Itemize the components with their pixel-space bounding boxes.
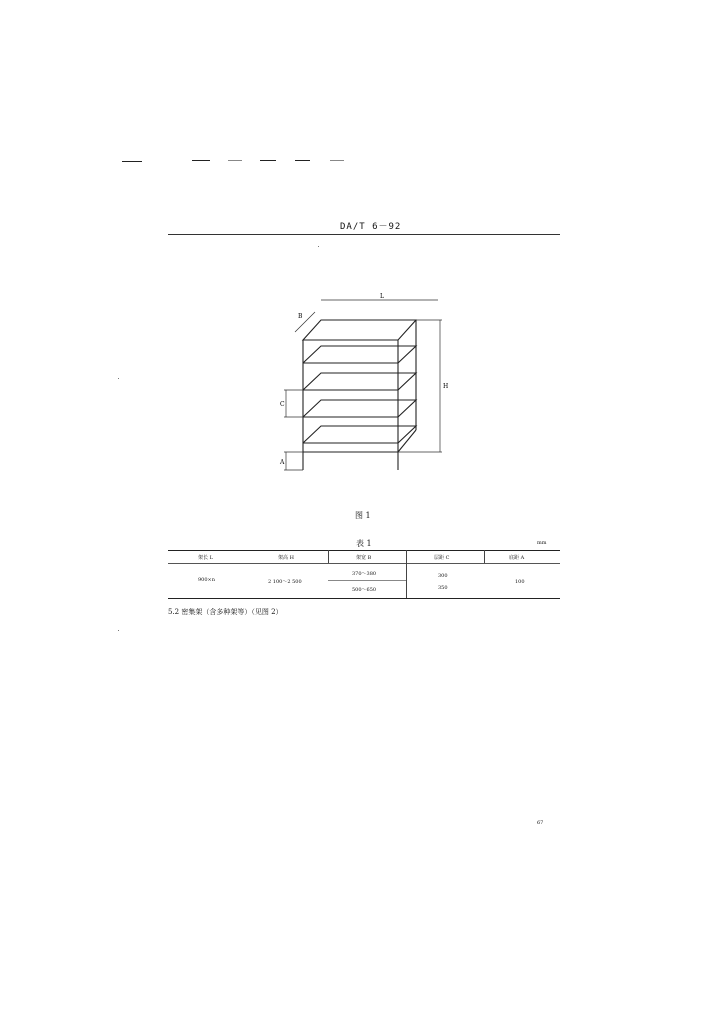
top-dash bbox=[228, 160, 242, 161]
table-cell-width: 370～380 bbox=[352, 571, 377, 577]
top-dash bbox=[122, 161, 142, 162]
table-header-cell: 架长 L bbox=[198, 555, 213, 561]
table-cell-width: 500～650 bbox=[352, 587, 377, 593]
top-dash bbox=[260, 160, 276, 161]
table-cell-length: 900×n bbox=[198, 577, 215, 583]
header-rule bbox=[168, 234, 560, 235]
table-bottom-rule bbox=[168, 598, 560, 599]
table-caption: 表 1 bbox=[356, 539, 372, 548]
table-top-rule bbox=[168, 550, 560, 551]
scan-speck bbox=[118, 630, 119, 631]
table-cell-spacing: 300 bbox=[438, 573, 448, 579]
table-divider bbox=[328, 550, 329, 563]
shelf-boards bbox=[303, 346, 416, 452]
shelf-top bbox=[303, 320, 416, 340]
table-header-cell: 架宽 B bbox=[356, 555, 372, 561]
table-inner-rule bbox=[328, 580, 406, 581]
spec-table bbox=[168, 550, 560, 600]
dim-label-l: L bbox=[380, 293, 384, 300]
dim-label-c: C bbox=[280, 401, 285, 408]
page-number: 67 bbox=[537, 820, 544, 826]
table-unit: mm bbox=[537, 540, 547, 546]
table-header-cell: 层距 C bbox=[434, 555, 450, 561]
dim-label-a: A bbox=[280, 459, 285, 466]
dim-label-b: B bbox=[298, 313, 303, 320]
shelf-diagram bbox=[270, 290, 460, 480]
table-header-rule bbox=[168, 563, 560, 564]
table-header-cell: 底距 A bbox=[509, 555, 525, 561]
top-dash bbox=[330, 160, 344, 161]
section-paragraph: 5.2 密集架（含多种架等）（见图 2） bbox=[168, 608, 283, 616]
table-cell-height: 2 100～2 500 bbox=[268, 579, 302, 585]
table-divider bbox=[484, 550, 485, 563]
top-dash bbox=[192, 160, 210, 161]
top-dash bbox=[295, 160, 310, 161]
figure-caption: 图 1 bbox=[355, 511, 371, 520]
table-header-cell: 架高 H bbox=[278, 555, 294, 561]
scan-speck bbox=[118, 378, 119, 379]
standard-code: DA/T 6－92 bbox=[340, 222, 402, 232]
scan-speck bbox=[318, 246, 319, 247]
table-cell-spacing: 350 bbox=[438, 585, 448, 591]
dim-label-h: H bbox=[443, 383, 449, 390]
table-divider bbox=[406, 550, 407, 598]
table-cell-bottom: 100 bbox=[515, 579, 525, 585]
